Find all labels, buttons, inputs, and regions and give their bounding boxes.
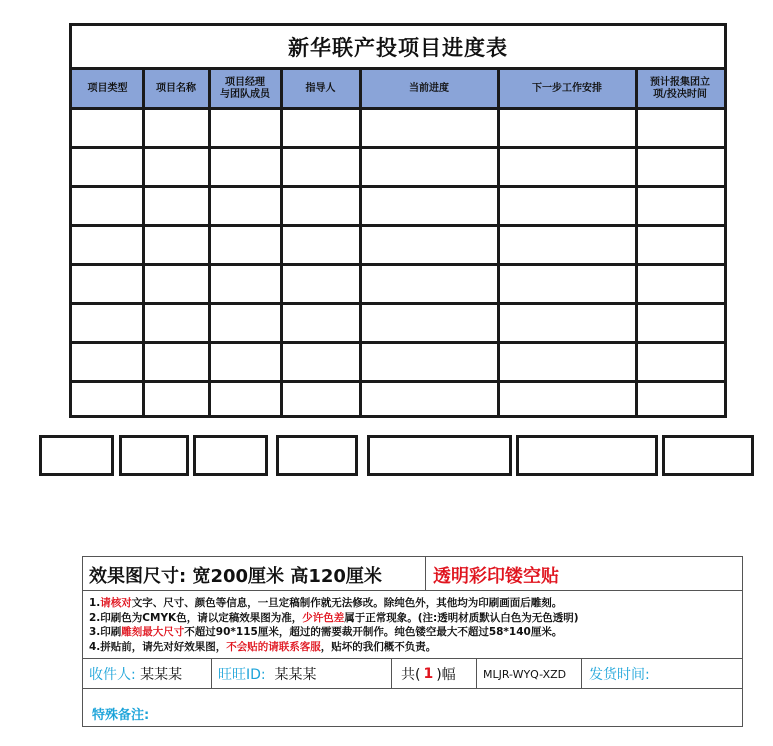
spare-box [516,435,658,476]
divider [581,659,582,689]
spare-box [39,435,114,476]
note-pre: 1. [89,597,101,609]
size-label: 效果图尺寸: [89,566,187,587]
note-pre: 3.印刷 [89,626,122,638]
spare-box [276,435,358,476]
wangwang-value: 某某某 [274,667,317,683]
product-type: 透明彩印镂空贴 [433,566,559,587]
remark-row [83,689,742,727]
ship-time-label: 发货时间: [589,667,650,683]
note-post: 文字、尺寸、颜色等信息，一旦定稿制作就无法修改。除纯色外，其他均为印刷画面后雕刻。 [131,597,563,609]
column-header: 项目名称 [143,70,209,108]
grid-line [280,70,283,415]
size-row [83,557,742,591]
recipient-label: 收件人: [89,667,136,683]
count-prefix: 共( [401,667,421,683]
count-suffix: )幅 [436,667,456,683]
grid-line [72,380,724,383]
spare-box [662,435,754,476]
spare-box [193,435,268,476]
note-red: 雕刻最大尺寸 [121,626,185,638]
remark-label: 特殊备注: [92,708,150,723]
note-red: 请核对 [100,597,132,609]
wangwang-field [218,659,317,689]
column-header: 下一步工作安排 [498,70,636,108]
grid-line [72,224,724,227]
size-value: 宽200厘米 高120厘米 [192,566,382,587]
note-line [89,625,736,640]
grid-line [142,70,145,415]
progress-table [72,70,724,415]
note-line [89,596,736,611]
divider [391,659,392,689]
grid-line [359,70,362,415]
spare-box [119,435,189,476]
shipping-row [83,659,742,689]
column-header: 指导人 [281,70,360,108]
size-text [89,562,382,588]
grid-line [72,263,724,266]
divider [425,557,426,591]
divider [476,659,477,689]
note-post: ，贴坏的我们概不负责。 [320,640,437,653]
count-value: 1 [423,666,434,682]
note-red: 少许色差 [302,611,345,624]
divider [211,659,212,689]
grid-line [72,302,724,305]
order-info-card [82,556,743,727]
note-post: 不超过90*115厘米，超过的需要裁开制作。纯色镂空最大不超过58*140厘米。 [184,626,563,638]
recipient-field [89,659,182,689]
order-code: MLJR-WYQ-XZD [483,667,567,681]
board-title: 新华联产投项目进度表 [72,26,724,70]
note-line [89,611,736,626]
note-post: 属于正常现象。(注:透明材质默认白色为无色透明) [344,611,579,624]
note-pre: 4.拼贴前，请先对好效果图， [89,640,227,653]
grid-line [72,146,724,149]
grid-line [72,341,724,344]
grid-line [72,107,724,110]
grid-line [635,70,638,415]
column-header: 预计报集团立 项/投决时间 [636,70,724,108]
count-field [401,659,456,689]
notes-block [83,591,742,659]
note-red: 不会贴的请联系客服 [226,640,321,653]
note-line [89,640,736,655]
grid-line [72,185,724,188]
column-header: 项目经理 与团队成员 [209,70,281,108]
grid-line [497,70,500,415]
recipient-value: 某某某 [140,667,183,683]
note-pre: 2.印刷色为CMYK色，请以定稿效果图为准， [89,611,303,624]
column-header: 项目类型 [72,70,143,108]
progress-board [69,23,727,418]
grid-line [208,70,211,415]
wangwang-label: 旺旺ID: [218,667,266,683]
column-header: 当前进度 [360,70,498,108]
spare-box [367,435,512,476]
